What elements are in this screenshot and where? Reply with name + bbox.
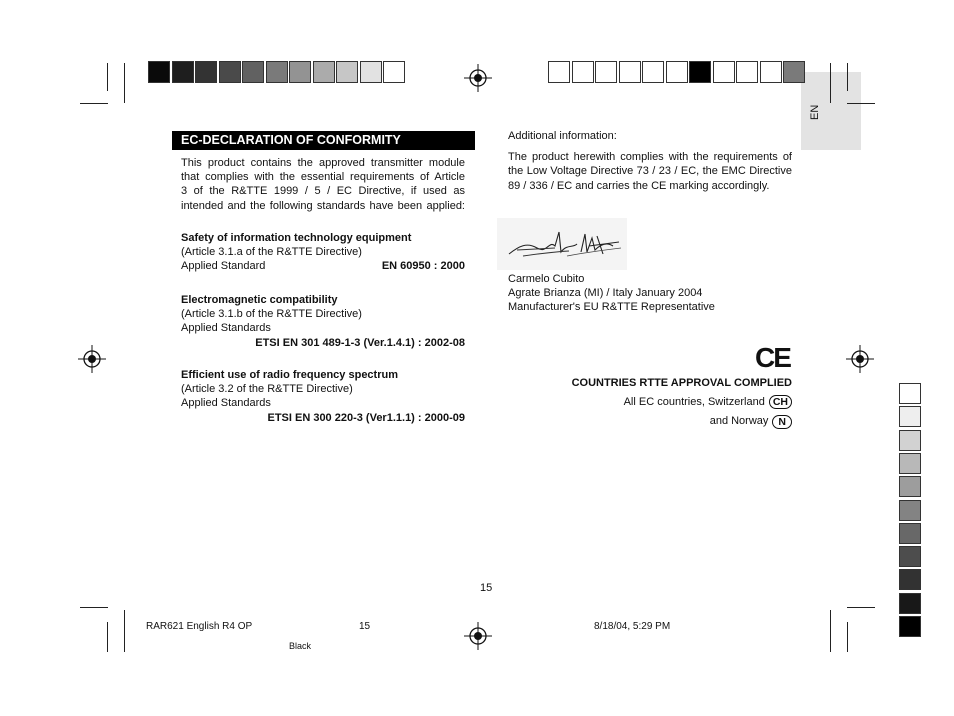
color-swatch	[899, 430, 921, 451]
color-swatch	[148, 61, 170, 83]
color-swatch	[289, 61, 311, 83]
section-applied: Applied Standards	[181, 397, 271, 410]
signatory-place: Agrate Brianza (MI) / Italy January 2004	[508, 287, 703, 300]
intro-paragraph	[181, 156, 465, 213]
footer-page: 15	[359, 621, 371, 632]
registration-mark-icon	[464, 622, 492, 650]
page-number: 15	[480, 582, 493, 594]
section-standard: EN 60950 : 2000	[381, 260, 465, 273]
color-swatch	[899, 593, 921, 614]
color-swatch	[899, 500, 921, 521]
section-article: (Article 3.2 of the R&TTE Directive)	[181, 383, 353, 396]
color-swatch	[360, 61, 382, 83]
color-swatch	[336, 61, 358, 83]
color-swatch	[572, 61, 594, 83]
section-title: Safety of information technology equipment	[181, 232, 412, 244]
color-swatch	[219, 61, 241, 83]
registration-mark-icon	[464, 64, 492, 92]
color-swatch	[172, 61, 194, 83]
countries-line: and Norway	[709, 415, 769, 428]
color-swatch	[899, 616, 921, 637]
section-applied: Applied Standard	[181, 260, 266, 273]
language-tab-label: EN	[809, 104, 821, 120]
additional-line: 89 / 336 / EC and carries the CE marking accordingly.	[508, 179, 770, 192]
country-badge-n: N	[772, 415, 792, 429]
additional-line: The product herewith complies with the requirements of	[508, 151, 792, 164]
additional-label: Additional information:	[508, 130, 617, 142]
color-swatch	[899, 569, 921, 590]
color-swatch	[383, 61, 405, 83]
color-swatch	[736, 61, 758, 83]
color-swatch	[899, 406, 921, 427]
color-swatch	[899, 546, 921, 567]
countries-block	[520, 376, 792, 429]
color-swatch	[899, 383, 921, 404]
section-article: (Article 3.1.b of the R&TTE Directive)	[181, 308, 362, 321]
section-article: (Article 3.1.a of the R&TTE Directive)	[181, 246, 362, 259]
color-swatch	[619, 61, 641, 83]
color-swatch	[595, 61, 617, 83]
color-swatch	[899, 476, 921, 497]
additional-line: the Low Voltage Directive 73 / 23 / EC, the EMC Directive	[508, 165, 792, 178]
country-badge-ch: CH	[769, 395, 792, 409]
declaration-heading: EC-DECLARATION OF CONFORMITY	[172, 131, 475, 150]
color-swatch	[689, 61, 711, 83]
color-swatch	[548, 61, 570, 83]
color-swatch	[783, 61, 805, 83]
color-swatch	[313, 61, 335, 83]
color-swatch	[899, 523, 921, 544]
color-swatch	[760, 61, 782, 83]
color-swatch	[642, 61, 664, 83]
color-swatch	[266, 61, 288, 83]
countries-line: All EC countries, Switzerland	[623, 396, 765, 409]
color-swatch	[899, 453, 921, 474]
signatory-block	[508, 272, 808, 315]
section-standard: ETSI EN 301 489-1-3 (Ver.1.4.1) : 2002-08	[255, 336, 465, 349]
intro-line: 3 of the R&TTE 1999 / 5 / EC Directive, if used as	[181, 185, 465, 198]
signatory-role: Manufacturer's EU R&TTE Representative	[508, 301, 715, 314]
countries-heading: COUNTRIES RTTE APPROVAL COMPLIED	[571, 377, 792, 389]
color-swatch	[666, 61, 688, 83]
color-swatch	[713, 61, 735, 83]
signatory-name: Carmelo Cubito	[508, 273, 585, 285]
color-swatch	[195, 61, 217, 83]
footer-plate: Black	[289, 641, 312, 651]
ce-mark-icon: CE	[755, 342, 790, 373]
section-title: Efficient use of radio frequency spectrum	[181, 369, 398, 381]
additional-info	[508, 129, 792, 193]
section-standard: ETSI EN 300 220-3 (Ver1.1.1) : 2000-09	[267, 411, 465, 424]
intro-line: intended and the following standards have been applied:	[181, 199, 465, 212]
footer-datetime: 8/18/04, 5:29 PM	[594, 621, 671, 632]
standard-section-safety	[181, 231, 465, 274]
signature-image	[497, 218, 627, 270]
standard-section-radio	[181, 368, 465, 425]
section-applied: Applied Standards	[181, 322, 271, 335]
language-tab	[801, 72, 861, 150]
registration-mark-icon	[78, 345, 106, 373]
section-title: Electromagnetic compatibility	[181, 294, 338, 306]
color-swatch	[242, 61, 264, 83]
intro-line: that complies with the essential requirements of Article	[181, 171, 465, 184]
standard-section-emc	[181, 293, 465, 350]
footer-file: RAR621 English R4 OP	[146, 621, 253, 632]
intro-line: This product contains the approved transmitter module	[181, 157, 465, 169]
registration-mark-icon	[846, 345, 874, 373]
